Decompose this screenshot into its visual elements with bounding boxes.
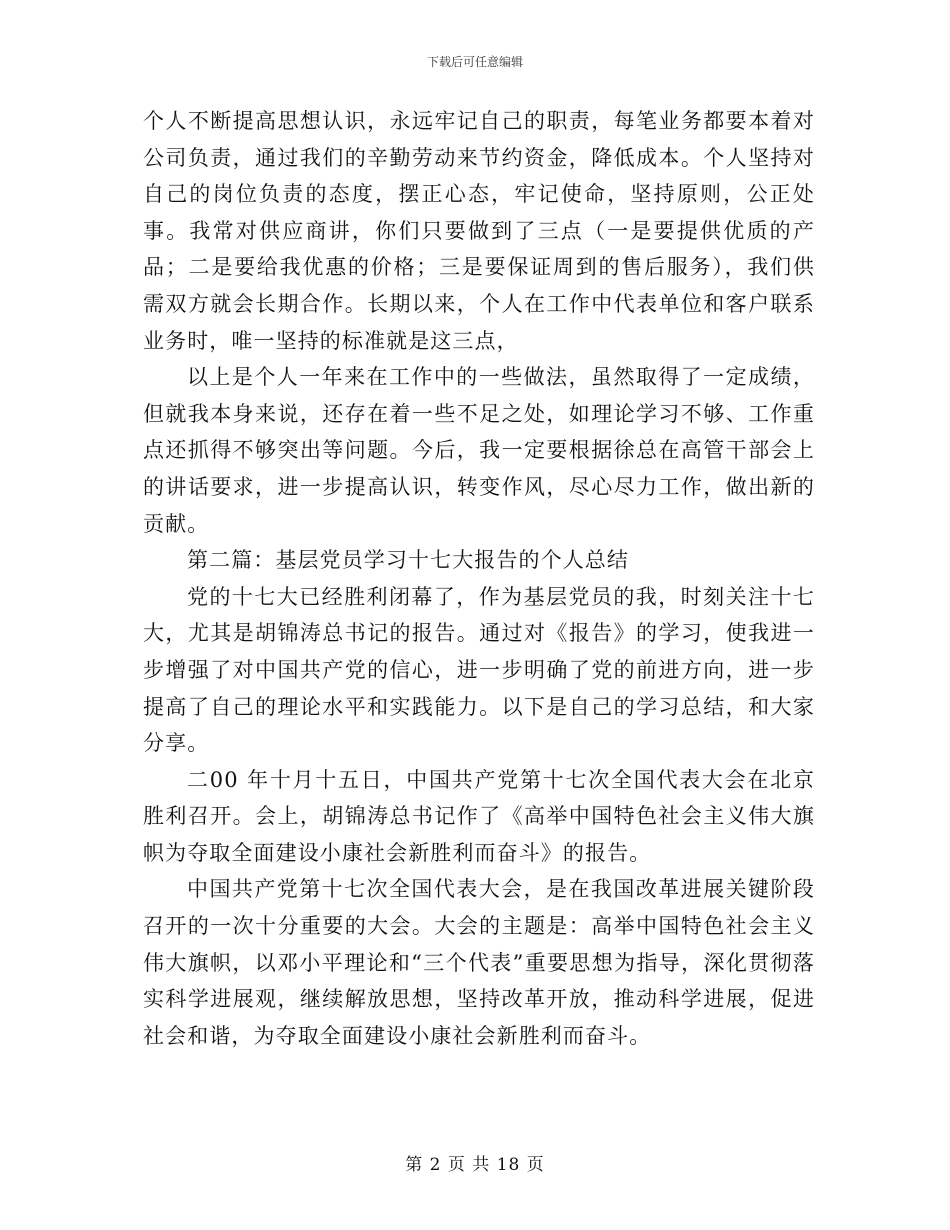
paragraph-congress-theme: 中国共产党第十七次全国代表大会，是在我国改革进展关键阶段召开的一次十分重要的大会。大会的主题是：高举中国特色社会主义伟大旗帜，以邓小平理论和“三个代表”重要思想为指导，深化贯彻落实科学进展观，继续解放思想，坚持改革开放，推动科学进展，促进社会和谐，为夺取全面建设小康社会新胜利而奋斗。 [143, 877, 815, 1048]
paragraph-continuation: 个人不断提高思想认识，永远牢记自己的职责，每笔业务都要本着对公司负责，通过我们的辛勤劳动来节约资金，降低成本。个人坚持对自己的岗位负责的态度，摆正心态，牢记使命，坚持原则，公正处事。我常对供应商讲，你们只要做到了三点（一是要提供优质的产品；二是要给我优惠的价格；三是要保证周到的售后服务），我们供需双方就会长期合作。长期以来，个人在工作中代表单位和客户联系业务时，唯一坚持的标准就是这三点， [143, 109, 815, 353]
section-heading: 第二篇：基层党员学习十七大报告的个人总结 [187, 548, 629, 573]
page-number: 第 2 页 共 18 页 [405, 1155, 545, 1175]
document-body [143, 103, 815, 1054]
paragraph-intro: 党的十七大已经胜利闭幕了，作为基层党员的我，时刻关注十七大，尤其是胡锦涛总书记的报告。通过对《报告》的学习，使我进一步增强了对中国共产党的信心，进一步明确了党的前进方向，进一步提高了自己的理论水平和实践能力。以下是自己的学习总结，和大家分享。 [143, 584, 815, 756]
page-header-note: 下载后可任意编辑 [426, 55, 523, 69]
paragraph-summary: 以上是个人一年来在工作中的一些做法，虽然取得了一定成绩，但就我本身来说，还存在着一些不足之处，如理论学习不够、工作重点还抓得不够突出等问题。今后，我一定要根据徐总在高管干部会上的讲话要求，进一步提高认识，转变作风，尽心尽力工作，做出新的贡献。 [143, 365, 815, 536]
paragraph-congress-date: 二00 年十月十五日，中国共产党第十七次全国代表大会在北京胜利召开。会上，胡锦涛总书记作了《高举中国特色社会主义伟大旗帜为夺取全面建设小康社会新胜利而奋斗》的报告。 [143, 767, 815, 865]
